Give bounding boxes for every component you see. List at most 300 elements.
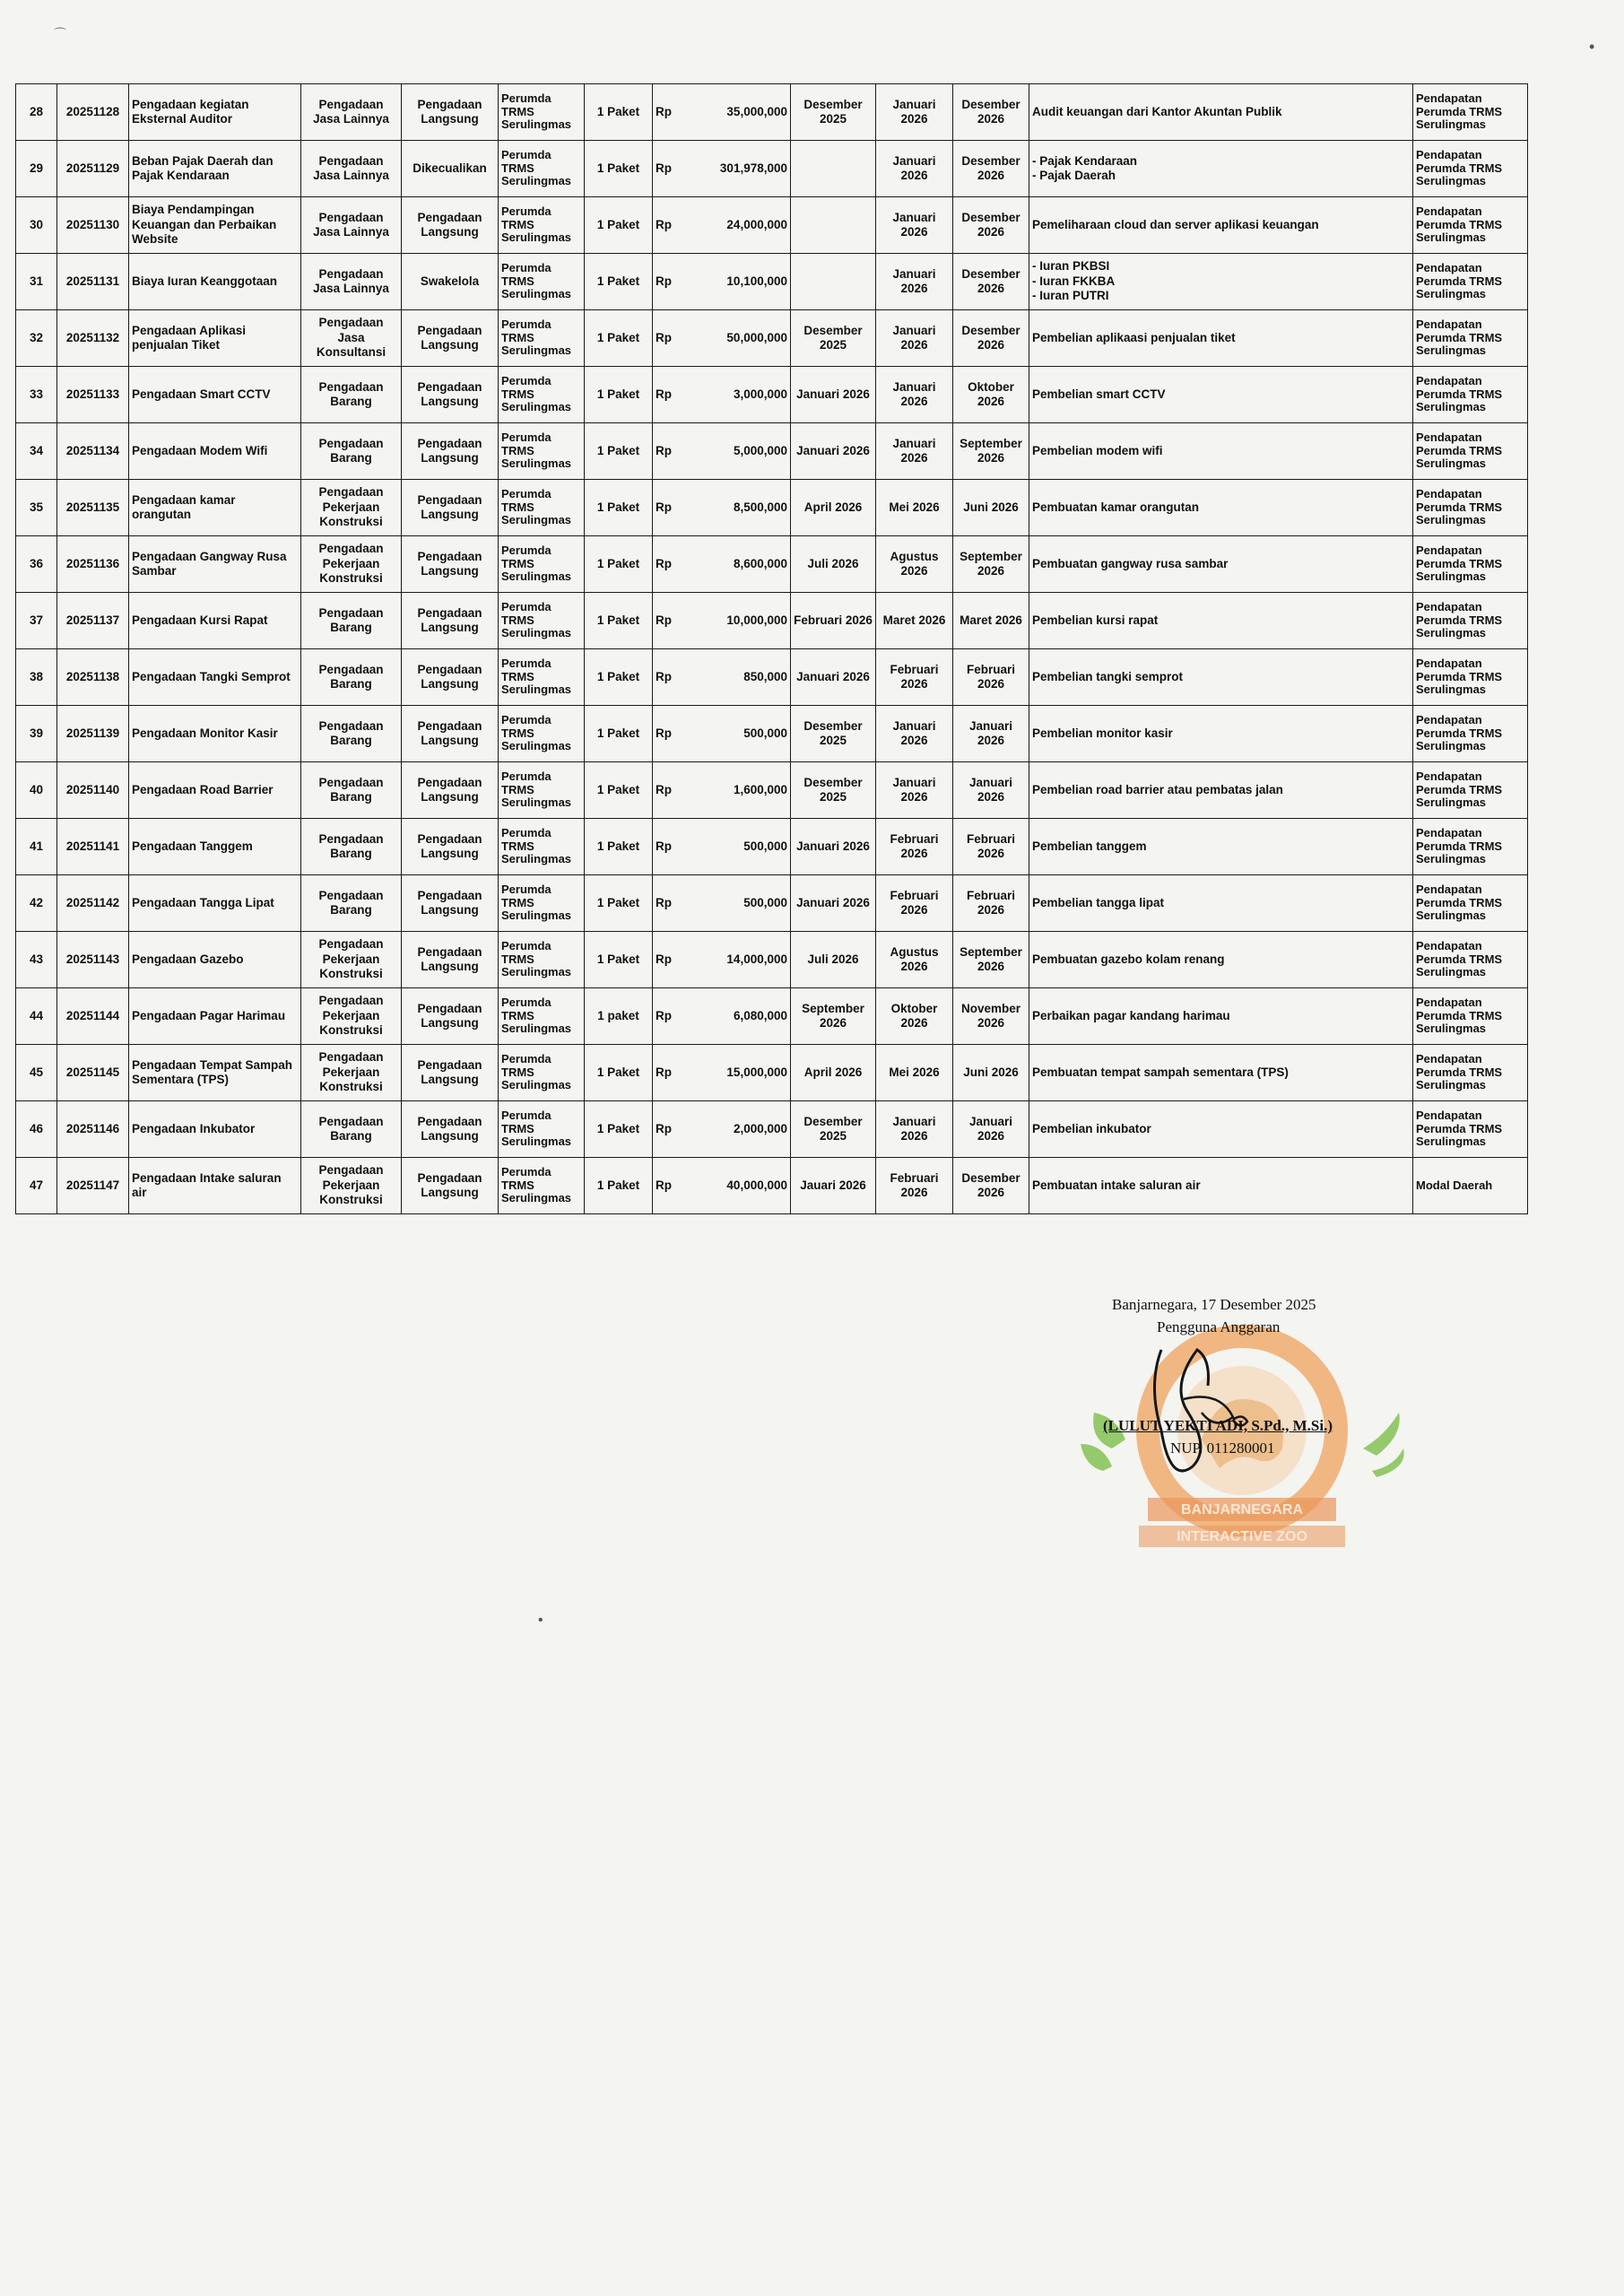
description-cell: [1029, 1045, 1413, 1101]
volume-cell: 1 Paket: [585, 1158, 653, 1214]
package-name-cell: Pengadaan Aplikasi penjualan Tiket: [129, 310, 301, 367]
currency-cell: Rp: [653, 1158, 707, 1214]
currency-cell: Rp: [653, 932, 707, 988]
procurement-method-cell: Pengadaan Langsung: [402, 1101, 499, 1158]
location-cell: Perumda TRMS Serulingmas: [499, 141, 585, 197]
procurement-method-cell: Pengadaan Langsung: [402, 367, 499, 423]
selection-date-cell: [791, 197, 876, 254]
location-cell: Perumda TRMS Serulingmas: [499, 197, 585, 254]
table-row: [16, 649, 1528, 706]
procurement-type-cell: Pengadaan Jasa Lainnya: [301, 84, 402, 141]
procurement-method-cell: Pengadaan Langsung: [402, 1158, 499, 1214]
funding-source-cell: Pendapatan Perumda TRMS Serulingmas: [1413, 141, 1528, 197]
start-date-cell: Maret 2026: [876, 593, 953, 649]
package-code-cell: 20251143: [57, 932, 129, 988]
procurement-table: [15, 83, 1528, 1214]
currency-cell: Rp: [653, 819, 707, 875]
description-cell: [1029, 706, 1413, 762]
location-cell: Perumda TRMS Serulingmas: [499, 1158, 585, 1214]
funding-source-cell: Pendapatan Perumda TRMS Serulingmas: [1413, 762, 1528, 819]
signature-place-date: Banjarnegara, 17 Desember 2025: [1112, 1296, 1316, 1313]
end-date-cell: Desember 2026: [953, 1158, 1029, 1214]
location-cell: Perumda TRMS Serulingmas: [499, 649, 585, 706]
package-code-cell: 20251136: [57, 536, 129, 593]
funding-source-cell: Pendapatan Perumda TRMS Serulingmas: [1413, 593, 1528, 649]
selection-date-cell: [791, 141, 876, 197]
selection-date-cell: [791, 254, 876, 310]
table-row: [16, 706, 1528, 762]
procurement-type-cell: Pengadaan Pekerjaan Konstruksi: [301, 988, 402, 1045]
location-cell: Perumda TRMS Serulingmas: [499, 310, 585, 367]
description-cell: [1029, 1101, 1413, 1158]
signature-nup: NUP. 011280001: [1170, 1439, 1275, 1457]
start-date-cell: Januari 2026: [876, 197, 953, 254]
selection-date-cell: September 2026: [791, 988, 876, 1045]
package-name-cell: Pengadaan Monitor Kasir: [129, 706, 301, 762]
table-row: [16, 197, 1528, 254]
end-date-cell: September 2026: [953, 536, 1029, 593]
description-cell: [1029, 988, 1413, 1045]
description-line: Pembuatan intake saluran air: [1032, 1178, 1201, 1192]
funding-source-cell: Pendapatan Perumda TRMS Serulingmas: [1413, 310, 1528, 367]
package-name-cell: Pengadaan kamar orangutan: [129, 480, 301, 536]
package-name-cell: Pengadaan Pagar Harimau: [129, 988, 301, 1045]
procurement-method-cell: Pengadaan Langsung: [402, 423, 499, 480]
start-date-cell: Februari 2026: [876, 819, 953, 875]
currency-cell: Rp: [653, 875, 707, 932]
end-date-cell: Desember 2026: [953, 84, 1029, 141]
row-number-cell: 35: [16, 480, 57, 536]
budget-amount-cell: 6,080,000: [707, 988, 791, 1045]
end-date-cell: Oktober 2026: [953, 367, 1029, 423]
budget-amount-cell: 14,000,000: [707, 932, 791, 988]
package-name-cell: Pengadaan kegiatan Eksternal Auditor: [129, 84, 301, 141]
table-row: [16, 367, 1528, 423]
description-line: Pembuatan gangway rusa sambar: [1032, 556, 1229, 570]
volume-cell: 1 Paket: [585, 480, 653, 536]
description-line: Pemeliharaan cloud dan server aplikasi keuangan: [1032, 217, 1319, 231]
package-code-cell: 20251145: [57, 1045, 129, 1101]
description-line: Pembelian tangki semprot: [1032, 669, 1184, 683]
procurement-type-cell: Pengadaan Barang: [301, 649, 402, 706]
location-cell: Perumda TRMS Serulingmas: [499, 875, 585, 932]
currency-cell: Rp: [653, 197, 707, 254]
stamp-text-top: BANJARNEGARA: [1180, 1502, 1304, 1518]
budget-amount-cell: 10,000,000: [707, 593, 791, 649]
procurement-type-cell: Pengadaan Barang: [301, 875, 402, 932]
selection-date-cell: Februari 2026: [791, 593, 876, 649]
location-cell: Perumda TRMS Serulingmas: [499, 367, 585, 423]
procurement-method-cell: Pengadaan Langsung: [402, 310, 499, 367]
funding-source-cell: Pendapatan Perumda TRMS Serulingmas: [1413, 367, 1528, 423]
location-cell: Perumda TRMS Serulingmas: [499, 593, 585, 649]
funding-source-cell: Pendapatan Perumda TRMS Serulingmas: [1413, 932, 1528, 988]
row-number-cell: 45: [16, 1045, 57, 1101]
description-cell: [1029, 1158, 1413, 1214]
procurement-method-cell: Pengadaan Langsung: [402, 536, 499, 593]
row-number-cell: 40: [16, 762, 57, 819]
currency-cell: Rp: [653, 367, 707, 423]
row-number-cell: 28: [16, 84, 57, 141]
signature-block: [1058, 1296, 1435, 1583]
volume-cell: 1 Paket: [585, 254, 653, 310]
volume-cell: 1 Paket: [585, 423, 653, 480]
package-code-cell: 20251133: [57, 367, 129, 423]
row-number-cell: 42: [16, 875, 57, 932]
currency-cell: Rp: [653, 254, 707, 310]
start-date-cell: Oktober 2026: [876, 988, 953, 1045]
budget-amount-cell: 1,600,000: [707, 762, 791, 819]
procurement-method-cell: Swakelola: [402, 254, 499, 310]
table-row: [16, 988, 1528, 1045]
package-name-cell: Pengadaan Gangway Rusa Sambar: [129, 536, 301, 593]
start-date-cell: Januari 2026: [876, 254, 953, 310]
procurement-type-cell: Pengadaan Pekerjaan Konstruksi: [301, 932, 402, 988]
funding-source-cell: Modal Daerah: [1413, 1158, 1528, 1214]
selection-date-cell: April 2026: [791, 1045, 876, 1101]
funding-source-cell: Pendapatan Perumda TRMS Serulingmas: [1413, 819, 1528, 875]
selection-date-cell: Juli 2026: [791, 932, 876, 988]
procurement-method-cell: Pengadaan Langsung: [402, 480, 499, 536]
procurement-method-cell: Pengadaan Langsung: [402, 819, 499, 875]
package-name-cell: Pengadaan Modem Wifi: [129, 423, 301, 480]
package-name-cell: Pengadaan Tempat Sampah Sementara (TPS): [129, 1045, 301, 1101]
location-cell: Perumda TRMS Serulingmas: [499, 536, 585, 593]
description-cell: [1029, 310, 1413, 367]
package-name-cell: Pengadaan Tangki Semprot: [129, 649, 301, 706]
procurement-method-cell: Pengadaan Langsung: [402, 762, 499, 819]
end-date-cell: Desember 2026: [953, 197, 1029, 254]
selection-date-cell: Desember 2025: [791, 310, 876, 367]
end-date-cell: Juni 2026: [953, 1045, 1029, 1101]
scan-artifact: •: [538, 1613, 543, 1628]
table-row: [16, 819, 1528, 875]
volume-cell: 1 Paket: [585, 367, 653, 423]
procurement-type-cell: Pengadaan Barang: [301, 706, 402, 762]
location-cell: Perumda TRMS Serulingmas: [499, 819, 585, 875]
table-row: [16, 1158, 1528, 1214]
end-date-cell: Desember 2026: [953, 310, 1029, 367]
procurement-type-cell: Pengadaan Jasa Lainnya: [301, 197, 402, 254]
package-code-cell: 20251147: [57, 1158, 129, 1214]
volume-cell: 1 Paket: [585, 762, 653, 819]
end-date-cell: Juni 2026: [953, 480, 1029, 536]
procurement-type-cell: Pengadaan Barang: [301, 819, 402, 875]
procurement-type-cell: Pengadaan Jasa Lainnya: [301, 254, 402, 310]
package-code-cell: 20251139: [57, 706, 129, 762]
volume-cell: 1 Paket: [585, 1045, 653, 1101]
currency-cell: Rp: [653, 649, 707, 706]
description-cell: [1029, 536, 1413, 593]
budget-amount-cell: 35,000,000: [707, 84, 791, 141]
procurement-method-cell: Pengadaan Langsung: [402, 706, 499, 762]
volume-cell: 1 Paket: [585, 593, 653, 649]
budget-amount-cell: 8,500,000: [707, 480, 791, 536]
selection-date-cell: Jauari 2026: [791, 1158, 876, 1214]
start-date-cell: Agustus 2026: [876, 932, 953, 988]
end-date-cell: Januari 2026: [953, 706, 1029, 762]
budget-amount-cell: 8,600,000: [707, 536, 791, 593]
selection-date-cell: Desember 2025: [791, 762, 876, 819]
procurement-type-cell: Pengadaan Pekerjaan Konstruksi: [301, 1045, 402, 1101]
package-name-cell: Pengadaan Tanggem: [129, 819, 301, 875]
volume-cell: 1 Paket: [585, 706, 653, 762]
description-cell: [1029, 875, 1413, 932]
procurement-type-cell: Pengadaan Pekerjaan Konstruksi: [301, 536, 402, 593]
procurement-type-cell: Pengadaan Barang: [301, 593, 402, 649]
package-code-cell: 20251135: [57, 480, 129, 536]
package-code-cell: 20251131: [57, 254, 129, 310]
volume-cell: 1 Paket: [585, 536, 653, 593]
end-date-cell: September 2026: [953, 932, 1029, 988]
selection-date-cell: Januari 2026: [791, 819, 876, 875]
package-name-cell: Pengadaan Inkubator: [129, 1101, 301, 1158]
selection-date-cell: Desember 2025: [791, 706, 876, 762]
description-cell: [1029, 649, 1413, 706]
selection-date-cell: Januari 2026: [791, 649, 876, 706]
package-code-cell: 20251130: [57, 197, 129, 254]
start-date-cell: Januari 2026: [876, 762, 953, 819]
description-line: - Pajak Kendaraan: [1032, 153, 1138, 168]
funding-source-cell: Pendapatan Perumda TRMS Serulingmas: [1413, 706, 1528, 762]
table-row: [16, 1045, 1528, 1101]
row-number-cell: 29: [16, 141, 57, 197]
funding-source-cell: Pendapatan Perumda TRMS Serulingmas: [1413, 197, 1528, 254]
description-cell: [1029, 141, 1413, 197]
package-code-cell: 20251129: [57, 141, 129, 197]
description-line: Pembelian inkubator: [1032, 1121, 1151, 1135]
location-cell: Perumda TRMS Serulingmas: [499, 988, 585, 1045]
volume-cell: 1 Paket: [585, 875, 653, 932]
location-cell: Perumda TRMS Serulingmas: [499, 423, 585, 480]
start-date-cell: Januari 2026: [876, 706, 953, 762]
location-cell: Perumda TRMS Serulingmas: [499, 706, 585, 762]
package-code-cell: 20251144: [57, 988, 129, 1045]
row-number-cell: 39: [16, 706, 57, 762]
start-date-cell: Januari 2026: [876, 1101, 953, 1158]
selection-date-cell: Desember 2025: [791, 1101, 876, 1158]
package-code-cell: 20251134: [57, 423, 129, 480]
budget-amount-cell: 3,000,000: [707, 367, 791, 423]
row-number-cell: 47: [16, 1158, 57, 1214]
table-row: [16, 536, 1528, 593]
description-line: Pembelian modem wifi: [1032, 443, 1163, 457]
budget-amount-cell: 5,000,000: [707, 423, 791, 480]
package-code-cell: 20251140: [57, 762, 129, 819]
volume-cell: 1 Paket: [585, 310, 653, 367]
package-name-cell: Pengadaan Tangga Lipat: [129, 875, 301, 932]
row-number-cell: 36: [16, 536, 57, 593]
description-cell: [1029, 367, 1413, 423]
location-cell: Perumda TRMS Serulingmas: [499, 762, 585, 819]
currency-cell: Rp: [653, 593, 707, 649]
table-row: [16, 423, 1528, 480]
location-cell: Perumda TRMS Serulingmas: [499, 1045, 585, 1101]
package-code-cell: 20251138: [57, 649, 129, 706]
currency-cell: Rp: [653, 762, 707, 819]
description-cell: [1029, 254, 1413, 310]
package-name-cell: Pengadaan Smart CCTV: [129, 367, 301, 423]
procurement-method-cell: Pengadaan Langsung: [402, 649, 499, 706]
description-cell: [1029, 480, 1413, 536]
description-line: - Iuran PKBSI: [1032, 259, 1110, 274]
procurement-type-cell: Pengadaan Jasa Konsultansi: [301, 310, 402, 367]
row-number-cell: 44: [16, 988, 57, 1045]
description-line: Audit keuangan dari Kantor Akuntan Publik: [1032, 104, 1282, 118]
volume-cell: 1 Paket: [585, 649, 653, 706]
start-date-cell: Agustus 2026: [876, 536, 953, 593]
description-cell: [1029, 762, 1413, 819]
description-line: Pembelian aplikaasi penjualan tiket: [1032, 330, 1236, 344]
description-line: - Iuran PUTRI: [1032, 289, 1109, 303]
location-cell: Perumda TRMS Serulingmas: [499, 932, 585, 988]
budget-amount-cell: 500,000: [707, 819, 791, 875]
description-line: Pembelian kursi rapat: [1032, 613, 1159, 627]
description-cell: [1029, 932, 1413, 988]
budget-amount-cell: 24,000,000: [707, 197, 791, 254]
start-date-cell: Januari 2026: [876, 310, 953, 367]
procurement-type-cell: Pengadaan Pekerjaan Konstruksi: [301, 1158, 402, 1214]
funding-source-cell: Pendapatan Perumda TRMS Serulingmas: [1413, 649, 1528, 706]
end-date-cell: Januari 2026: [953, 1101, 1029, 1158]
start-date-cell: Februari 2026: [876, 1158, 953, 1214]
currency-cell: Rp: [653, 423, 707, 480]
description-line: Pembelian smart CCTV: [1032, 387, 1166, 401]
start-date-cell: Februari 2026: [876, 649, 953, 706]
procurement-type-cell: Pengadaan Pekerjaan Konstruksi: [301, 480, 402, 536]
package-name-cell: Biaya Iuran Keanggotaan: [129, 254, 301, 310]
budget-amount-cell: 500,000: [707, 875, 791, 932]
procurement-type-cell: Pengadaan Barang: [301, 367, 402, 423]
procurement-method-cell: Pengadaan Langsung: [402, 988, 499, 1045]
scan-artifact: •: [1589, 38, 1595, 56]
procurement-method-cell: Pengadaan Langsung: [402, 84, 499, 141]
end-date-cell: Desember 2026: [953, 254, 1029, 310]
end-date-cell: Februari 2026: [953, 875, 1029, 932]
end-date-cell: Februari 2026: [953, 819, 1029, 875]
selection-date-cell: Juli 2026: [791, 536, 876, 593]
description-cell: [1029, 197, 1413, 254]
selection-date-cell: Januari 2026: [791, 875, 876, 932]
table-row: [16, 254, 1528, 310]
budget-amount-cell: 301,978,000: [707, 141, 791, 197]
package-code-cell: 20251128: [57, 84, 129, 141]
signature-name: (LULUT YEKTI ADI, S.Pd., M.Si.): [1103, 1417, 1333, 1434]
row-number-cell: 30: [16, 197, 57, 254]
table-row: [16, 141, 1528, 197]
selection-date-cell: Januari 2026: [791, 367, 876, 423]
currency-cell: Rp: [653, 1045, 707, 1101]
row-number-cell: 34: [16, 423, 57, 480]
description-line: Pembelian tangga lipat: [1032, 895, 1165, 909]
table-row: [16, 593, 1528, 649]
table-row: [16, 875, 1528, 932]
end-date-cell: Maret 2026: [953, 593, 1029, 649]
procurement-table-body: [16, 84, 1528, 1214]
currency-cell: Rp: [653, 310, 707, 367]
procurement-type-cell: Pengadaan Barang: [301, 762, 402, 819]
description-cell: [1029, 423, 1413, 480]
package-code-cell: 20251141: [57, 819, 129, 875]
procurement-method-cell: Pengadaan Langsung: [402, 875, 499, 932]
start-date-cell: Mei 2026: [876, 480, 953, 536]
currency-cell: Rp: [653, 84, 707, 141]
scan-artifact: ⌒: [54, 27, 66, 41]
funding-source-cell: Pendapatan Perumda TRMS Serulingmas: [1413, 254, 1528, 310]
start-date-cell: Januari 2026: [876, 84, 953, 141]
funding-source-cell: Pendapatan Perumda TRMS Serulingmas: [1413, 1101, 1528, 1158]
description-line: Perbaikan pagar kandang harimau: [1032, 1008, 1230, 1022]
procurement-method-cell: Pengadaan Langsung: [402, 593, 499, 649]
row-number-cell: 46: [16, 1101, 57, 1158]
row-number-cell: 37: [16, 593, 57, 649]
start-date-cell: Januari 2026: [876, 423, 953, 480]
procurement-method-cell: Dikecualikan: [402, 141, 499, 197]
currency-cell: Rp: [653, 988, 707, 1045]
description-cell: [1029, 84, 1413, 141]
start-date-cell: Januari 2026: [876, 141, 953, 197]
description-line: Pembelian road barrier atau pembatas jalan: [1032, 782, 1283, 796]
row-number-cell: 31: [16, 254, 57, 310]
table-row: [16, 84, 1528, 141]
end-date-cell: September 2026: [953, 423, 1029, 480]
table-row: [16, 932, 1528, 988]
currency-cell: Rp: [653, 480, 707, 536]
row-number-cell: 38: [16, 649, 57, 706]
funding-source-cell: Pendapatan Perumda TRMS Serulingmas: [1413, 480, 1528, 536]
procurement-type-cell: Pengadaan Jasa Lainnya: [301, 141, 402, 197]
procurement-method-cell: Pengadaan Langsung: [402, 197, 499, 254]
budget-amount-cell: 10,100,000: [707, 254, 791, 310]
currency-cell: Rp: [653, 141, 707, 197]
description-line: - Pajak Daerah: [1032, 169, 1116, 182]
end-date-cell: November 2026: [953, 988, 1029, 1045]
stamp-text-bottom: INTERACTIVE ZOO: [1177, 1529, 1307, 1544]
volume-cell: 1 Paket: [585, 197, 653, 254]
funding-source-cell: Pendapatan Perumda TRMS Serulingmas: [1413, 1045, 1528, 1101]
selection-date-cell: April 2026: [791, 480, 876, 536]
currency-cell: Rp: [653, 536, 707, 593]
selection-date-cell: Desember 2025: [791, 84, 876, 141]
budget-amount-cell: 2,000,000: [707, 1101, 791, 1158]
volume-cell: 1 paket: [585, 988, 653, 1045]
volume-cell: 1 Paket: [585, 819, 653, 875]
funding-source-cell: Pendapatan Perumda TRMS Serulingmas: [1413, 875, 1528, 932]
end-date-cell: Januari 2026: [953, 762, 1029, 819]
end-date-cell: Februari 2026: [953, 649, 1029, 706]
package-name-cell: Pengadaan Kursi Rapat: [129, 593, 301, 649]
funding-source-cell: Pendapatan Perumda TRMS Serulingmas: [1413, 988, 1528, 1045]
volume-cell: 1 Paket: [585, 1101, 653, 1158]
package-name-cell: Beban Pajak Daerah dan Pajak Kendaraan: [129, 141, 301, 197]
volume-cell: 1 Paket: [585, 932, 653, 988]
row-number-cell: 32: [16, 310, 57, 367]
location-cell: Perumda TRMS Serulingmas: [499, 480, 585, 536]
location-cell: Perumda TRMS Serulingmas: [499, 254, 585, 310]
description-line: Pembuatan tempat sampah sementara (TPS): [1032, 1065, 1289, 1079]
table-row: [16, 1101, 1528, 1158]
funding-source-cell: Pendapatan Perumda TRMS Serulingmas: [1413, 536, 1528, 593]
funding-source-cell: Pendapatan Perumda TRMS Serulingmas: [1413, 423, 1528, 480]
description-line: Pembelian tanggem: [1032, 839, 1147, 853]
description-line: Pembuatan gazebo kolam renang: [1032, 952, 1225, 966]
budget-amount-cell: 15,000,000: [707, 1045, 791, 1101]
row-number-cell: 33: [16, 367, 57, 423]
package-name-cell: Pengadaan Gazebo: [129, 932, 301, 988]
procurement-method-cell: Pengadaan Langsung: [402, 932, 499, 988]
row-number-cell: 43: [16, 932, 57, 988]
budget-amount-cell: 50,000,000: [707, 310, 791, 367]
